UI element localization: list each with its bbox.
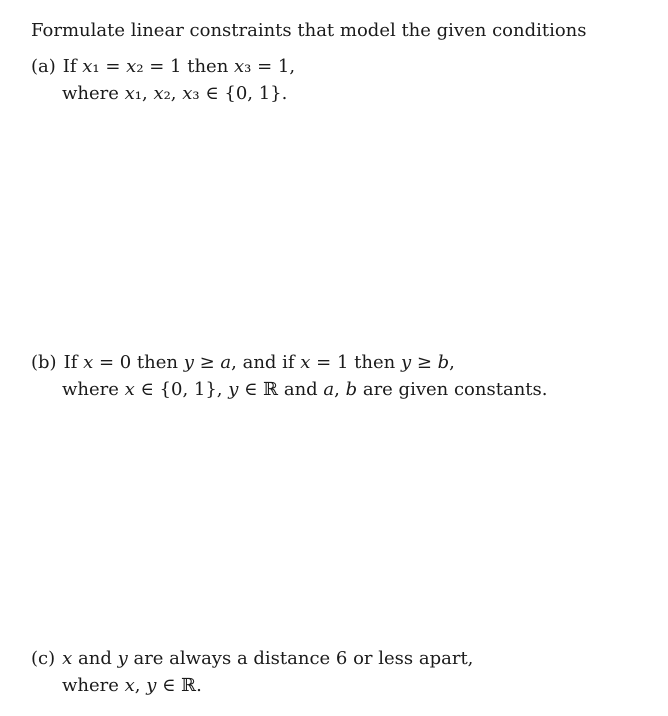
part-c-condition-text: 𝑥 and 𝑦 are always a distance 6 or less apart, <box>62 648 474 669</box>
problem-statement: Formulate linear constraints that model the given conditions <box>31 20 587 41</box>
part-c-domain: where 𝑥, 𝑦 ∈ ℝ. <box>62 675 202 696</box>
part-b-condition-text: If 𝑥 = 0 then 𝑦 ≥ 𝑎, and if 𝑥 = 1 then 𝑦 ≥ 𝑏, <box>63 352 455 373</box>
part-b-condition <box>31 349 547 376</box>
answer-space-a <box>31 110 591 340</box>
part-a-domain: where 𝑥₁, 𝑥₂, 𝑥₃ ∈ {0, 1}. <box>62 83 288 104</box>
part-c-label: (c) <box>31 648 56 669</box>
part-c-condition <box>31 645 473 672</box>
part-a-label: (a) <box>31 56 56 77</box>
part-b-domain: where 𝑥 ∈ {0, 1}, 𝑦 ∈ ℝ and 𝑎, 𝑏 are given constants. <box>62 379 548 400</box>
answer-space-b <box>31 406 591 636</box>
part-c <box>31 645 473 699</box>
part-a <box>31 53 295 107</box>
part-a-condition-text: If 𝑥₁ = 𝑥₂ = 1 then 𝑥₃ = 1, <box>62 56 296 77</box>
part-b <box>31 349 547 403</box>
part-a-condition <box>31 53 295 80</box>
part-b-label: (b) <box>31 352 57 373</box>
